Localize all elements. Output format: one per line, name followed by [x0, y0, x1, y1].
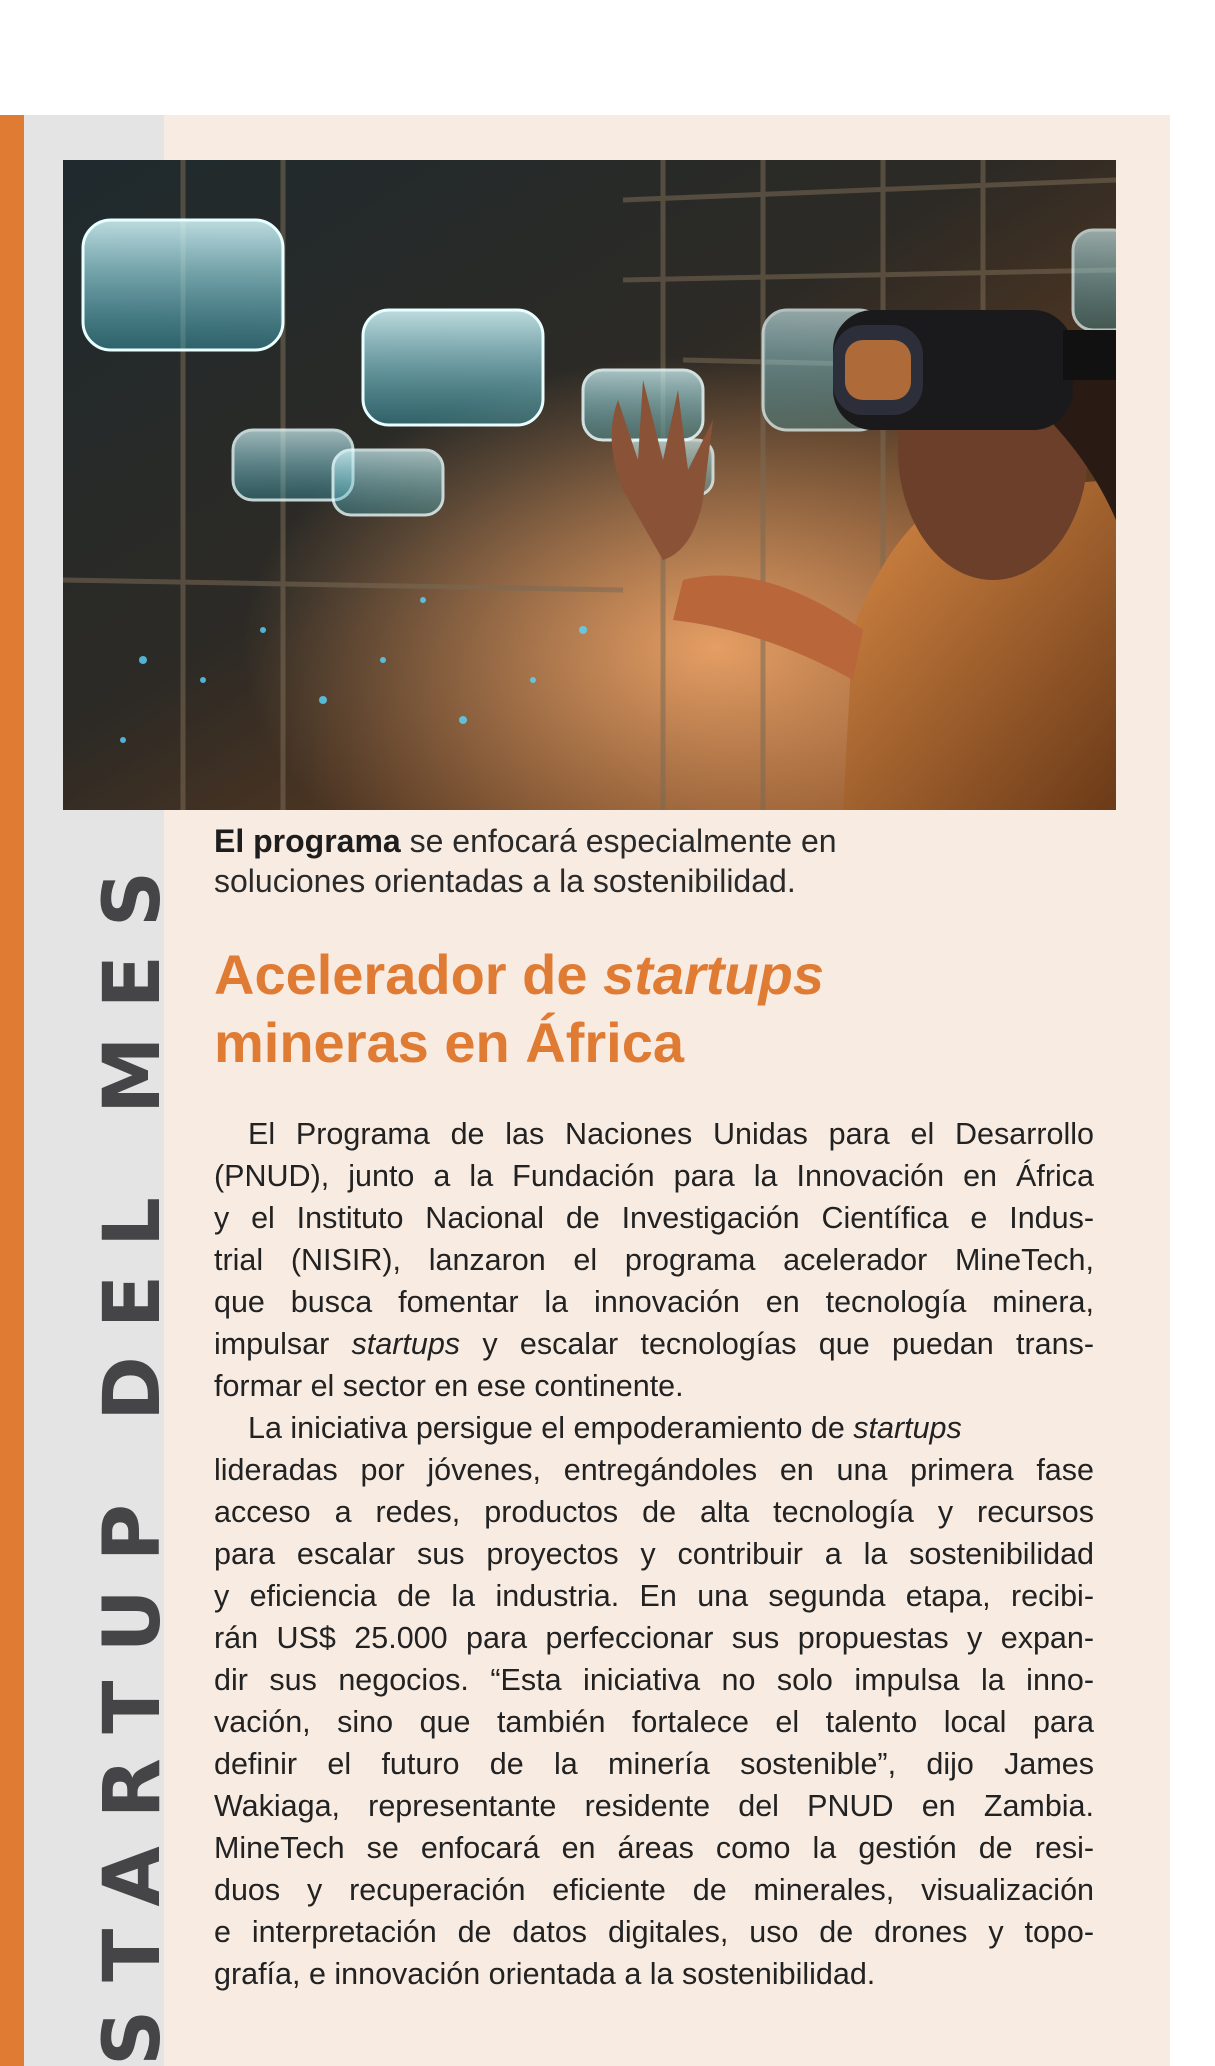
vr-hologram-illustration: [63, 160, 1116, 810]
body-line: dir sus negocios. “Esta iniciativa no solo impulsa la inno-: [214, 1663, 1094, 1697]
body-line: e interpretación de datos digitales, uso de drones y topo-: [214, 1915, 1094, 1949]
caption-text: soluciones orientadas a la sostenibilidad.: [214, 863, 796, 899]
headline-text: mineras en África: [214, 1011, 684, 1074]
body-text: La iniciativa persigue el empoderamiento de: [248, 1411, 854, 1445]
body-line: [214, 1323, 1094, 1365]
image-caption: [214, 821, 1114, 901]
section-label: STARTUP DEL MES: [88, 842, 178, 2066]
body-line: trial (NISIR), lanzaron el programa acelerador MineTech,: [214, 1243, 1094, 1277]
article-headline: [214, 941, 1114, 1077]
body-line: MineTech se enfocará en áreas como la gestión de resi-: [214, 1831, 1094, 1865]
body-line: duos y recuperación eficiente de minerales, visualización: [214, 1873, 1094, 1907]
headline-italic: startups: [603, 943, 824, 1006]
body-line: rán US$ 25.000 para perfeccionar sus propuestas y expan-: [214, 1621, 1094, 1655]
body-text: impulsar: [214, 1327, 352, 1361]
body-italic: startups: [351, 1327, 461, 1361]
body-line: [214, 1407, 1094, 1449]
body-line: vación, sino que también fortalece el talento local para: [214, 1705, 1094, 1739]
accent-strip: [0, 115, 24, 2066]
body-line: grafía, e innovación orientada a la sostenibilidad.: [214, 1957, 876, 1991]
body-line: formar el sector en ese continente.: [214, 1369, 684, 1403]
body-line: lideradas por jóvenes, entregándoles en una primera fase: [214, 1453, 1094, 1487]
body-line: Wakiaga, representante residente del PNUD en Zambia.: [214, 1789, 1094, 1823]
body-italic: startups: [853, 1411, 962, 1445]
body-line: que busca fomentar la innovación en tecnología minera,: [214, 1285, 1094, 1319]
caption-text: se enfocará especialmente en: [400, 823, 837, 859]
headline-text: Acelerador de: [214, 943, 604, 1006]
caption-lead: El programa: [214, 823, 401, 859]
body-line: (PNUD), junto a la Fundación para la Innovación en África: [214, 1159, 1094, 1193]
body-text: y escalar tecnologías que puedan trans-: [460, 1327, 1094, 1361]
body-line: para escalar sus proyectos y contribuir a la sostenibilidad: [214, 1537, 1094, 1571]
body-line: y el Instituto Nacional de Investigación Científica e Indus-: [214, 1201, 1094, 1235]
article-body: [214, 1113, 1094, 1995]
body-line: El Programa de las Naciones Unidas para el Desarrollo: [248, 1117, 1094, 1151]
body-line: definir el futuro de la minería sostenible”, dijo James: [214, 1747, 1094, 1781]
body-line: y eficiencia de la industria. En una segunda etapa, recibi-: [214, 1579, 1094, 1613]
body-line: acceso a redes, productos de alta tecnología y recursos: [214, 1495, 1094, 1529]
hero-image: [63, 160, 1116, 810]
